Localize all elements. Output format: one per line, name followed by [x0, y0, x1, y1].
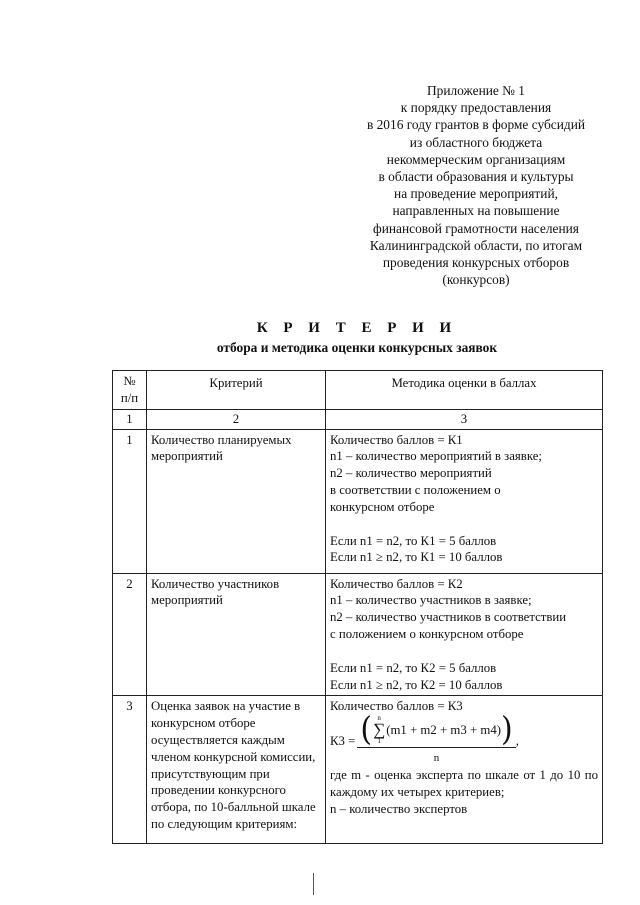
sigma-lower-limit: 1 [377, 737, 381, 746]
formula-denominator: n [433, 752, 440, 765]
method-line: n2 – количество мероприятий [330, 466, 492, 481]
method-rule: Если n1 = n2, то К1 = 5 баллов [330, 533, 497, 548]
method-rule: Если n1 = n2, то К2 = 5 баллов [330, 660, 497, 675]
row-number: 2 [113, 573, 147, 696]
appendix-line: Приложение № 1 [426, 83, 526, 98]
header-criterion: Критерий [147, 371, 326, 410]
appendix-line: в 2016 году грантов в форме субсидий [366, 117, 586, 133]
sigma-symbol [373, 715, 385, 745]
column-index: 1 [113, 409, 147, 429]
formula-sum-expression: (m1 + m2 + m3 + m4) [386, 722, 501, 737]
close-paren-icon: ) [500, 710, 513, 749]
method-line: в соответствии с положением о [330, 482, 501, 497]
method-line: Количество баллов = К1 [330, 432, 463, 447]
appendix-block [330, 82, 622, 288]
header-method: Методика оценки в баллах [326, 371, 603, 410]
formula-numerator [357, 710, 515, 749]
header-number: № п/п [113, 371, 147, 410]
method-line: Количество баллов = К3 [330, 699, 463, 714]
method-rule: Если n1 ≥ n2, то К1 = 10 баллов [330, 550, 503, 565]
formula-lhs: К3 = [330, 733, 356, 748]
row-number: 3 [113, 696, 147, 844]
sigma-icon: ∑ [373, 720, 386, 740]
formula-fraction [357, 710, 515, 767]
method-line: Количество баллов = К2 [330, 576, 463, 591]
appendix-line: проведения конкурсных отборов [382, 255, 570, 271]
method-explanation: где m - оценка эксперта по шкале от 1 до 10 по каждому их четырех критериев; [330, 768, 598, 799]
column-index-row [113, 409, 603, 429]
table-row [113, 429, 603, 573]
column-index: 3 [326, 409, 603, 429]
table-row [113, 573, 603, 696]
table-row [113, 696, 603, 844]
row-method [326, 573, 603, 696]
appendix-line: финансовой грамотности населения [373, 220, 579, 236]
k3-formula [330, 710, 598, 767]
appendix-line: (конкурсов) [442, 272, 510, 288]
method-line: n2 – количество участников в соответствии [330, 610, 567, 625]
row-method [326, 696, 603, 844]
spacer [330, 516, 598, 533]
document-title: К Р И Т Е Р И И [256, 320, 458, 336]
formula-comma: , [515, 733, 519, 748]
column-index: 2 [147, 409, 326, 429]
method-line: с положением о конкурсном отборе [330, 626, 524, 641]
document-subtitle: отбора и методика оценки конкурсных заявок [216, 340, 498, 355]
open-paren-icon: ( [360, 710, 373, 749]
row-method [326, 429, 603, 573]
appendix-line: некоммерческим организациям [386, 151, 566, 167]
row-number: 1 [113, 429, 147, 573]
spacer [330, 643, 598, 660]
method-line: n1 – количество мероприятий в заявке; [330, 449, 542, 464]
appendix-line: Калининградской области, по итогам [369, 237, 583, 253]
row-criterion: Оценка заявок на участие в конкурсном отборе осуществляется каждым членом конкурсной комиссии, присутствующим при проведении конкурсного отбора, по 10-балльной шкале по следующим критериям: [147, 696, 326, 844]
method-line: конкурсном отборе [330, 499, 435, 514]
method-line: n1 – количество участников в заявке; [330, 593, 532, 608]
row-criterion: Количество участников мероприятий [147, 573, 326, 696]
sigma-upper-limit: n [377, 714, 381, 723]
appendix-line: направленных на повышение [392, 203, 560, 219]
criteria-table [112, 370, 603, 844]
method-explanation: n – количество экспертов [330, 801, 468, 816]
method-rule: Если n1 ≥ n2, то К2 = 10 баллов [330, 677, 503, 692]
appendix-line: к порядку предоставления [400, 100, 552, 116]
table-header-row [113, 371, 603, 410]
scan-mark [313, 873, 314, 895]
appendix-line: на проведение мероприятий, [394, 186, 558, 202]
appendix-line: из областного бюджета [409, 134, 543, 150]
row-criterion: Количество планируемых мероприятий [147, 429, 326, 573]
appendix-line: в области образования и культуры [378, 169, 574, 185]
